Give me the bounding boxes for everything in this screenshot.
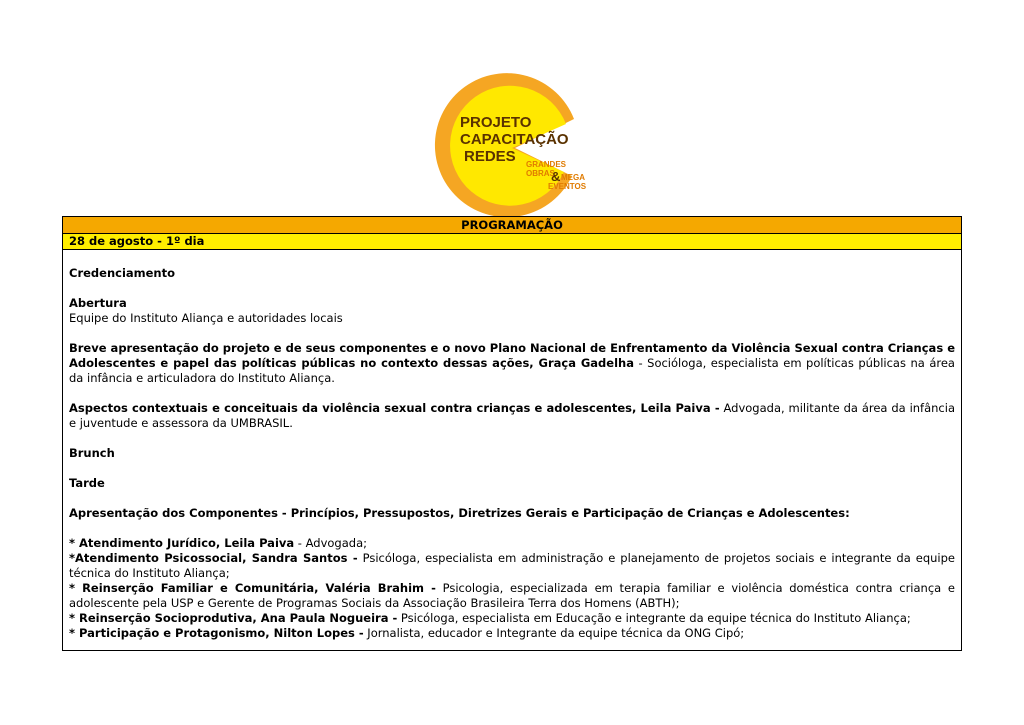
abertura-text: Equipe do Instituto Aliança e autoridades locais xyxy=(69,311,343,325)
component-item: * Reinserção Familiar e Comunitária, Valéria Brahim - Psicologia, especializada em terapia familiar e violência doméstica contra criança e adolescente pela USP e Gerente de Programas Sociais da Associação Brasileira Terra dos Homens (ABTH); xyxy=(69,581,955,610)
logo-line-redes: REDES xyxy=(464,148,516,165)
component-item: *Atendimento Psicossocial, Sandra Santos - Psicóloga, especialista em administração e planejamento de projetos sociais e integrante da equipe técnica do Instituto Aliança; xyxy=(69,551,955,580)
day-label: 28 de agosto - 1º dia xyxy=(63,234,961,250)
abertura-heading: Abertura xyxy=(69,296,127,310)
logo-line-projeto: PROJETO xyxy=(460,114,532,131)
project-logo xyxy=(430,72,600,220)
program-header: PROGRAMAÇÃO xyxy=(63,217,961,234)
agenda-item-apresentacao xyxy=(69,341,955,386)
brunch-heading: Brunch xyxy=(69,446,115,460)
logo-sub-grandes: GRANDES xyxy=(526,160,567,169)
logo-line-capacitacao: CAPACITAÇÃO xyxy=(460,131,569,148)
component-item: * Participação e Protagonismo, Nilton Lopes - Jornalista, educador e Integrante da equipe técnica da ONG Cipó; xyxy=(69,626,745,640)
program-table xyxy=(62,216,962,651)
agenda-item-aspectos xyxy=(69,401,955,431)
logo-sub-mega: MEGA xyxy=(561,173,585,182)
logo-sub-eventos: EVENTOS xyxy=(548,182,587,191)
apresentacao-componentes-heading: Apresentação dos Componentes - Princípios, Pressupostos, Diretrizes Gerais e Participação de Crianças e Adolescentes: xyxy=(69,506,850,520)
logo-sub-obras: OBRAS xyxy=(526,169,555,178)
component-item: * Reinserção Socioprodutiva, Ana Paula Nogueira - Psicóloga, especialista em Educação e integrante da equipe técnica do Instituto Aliança; xyxy=(69,611,911,625)
tarde-heading: Tarde xyxy=(69,476,105,490)
agenda-item-apresentacao-title: Breve apresentação do projeto e de seus componentes e o novo Plano Nacional de Enfrentamento da Violência Sexual contra Crianças e Adolescentes e papel das políticas públicas no contexto dessas ações, Graça Gadelha xyxy=(69,341,955,370)
logo-ampersand: & xyxy=(551,169,561,184)
credenciamento-heading: Credenciamento xyxy=(69,266,176,280)
agenda-item-aspectos-title: Aspectos contextuais e conceituais da violência sexual contra crianças e adolescentes, Leila Paiva - xyxy=(69,401,720,415)
agenda-item-apresentacao-desc: - Socióloga, especialista em políticas públicas na área da infância e articuladora do Instituto Aliança. xyxy=(69,356,955,385)
program-content xyxy=(63,250,961,641)
agenda-item-aspectos-desc: Advogada, militante da área da infância e juventude e assessora da UMBRASIL. xyxy=(69,401,955,430)
component-item: * Atendimento Jurídico, Leila Paiva - Advogada; xyxy=(69,536,367,550)
